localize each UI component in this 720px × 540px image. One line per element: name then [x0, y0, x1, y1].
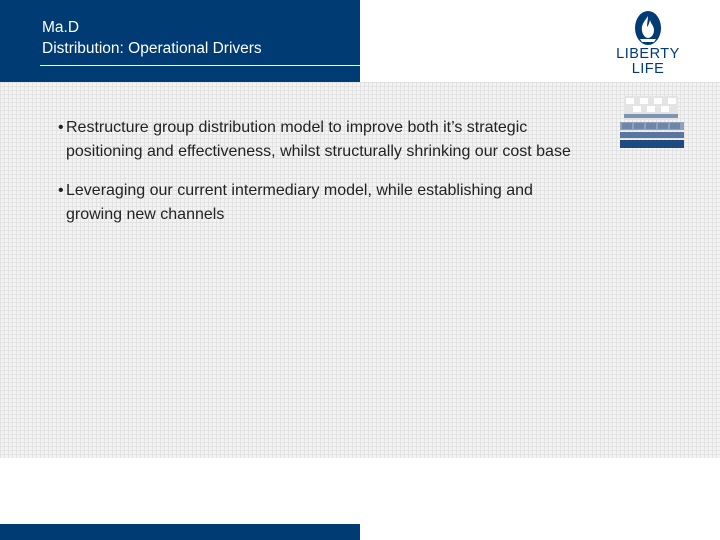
company-logo-text — [612, 47, 684, 77]
title-banner — [0, 0, 360, 82]
logo-text-line1: LIBERTY — [616, 46, 680, 62]
footer-bar — [0, 524, 360, 540]
bullet-marker: • — [58, 182, 64, 199]
bullet-text: Leveraging our current intermediary model, while establishing and growing new channels — [66, 182, 533, 223]
bullet-item — [58, 116, 578, 163]
slide-title-line2: Distribution: Operational Drivers — [42, 40, 262, 57]
decorative-brick-pattern — [620, 96, 684, 150]
title-underline — [40, 65, 360, 66]
bullet-item — [58, 179, 578, 226]
logo-text-line2: LIFE — [631, 61, 665, 77]
bullet-list — [58, 116, 578, 242]
bullet-marker: • — [58, 119, 64, 136]
slide-title-line1: Ma.D — [42, 19, 80, 36]
slide-title — [42, 17, 262, 59]
bullet-text: Restructure group distribution model to improve both it’s strategic positioning and effectiveness, whilst structurally shrinking our cost base — [66, 119, 571, 160]
